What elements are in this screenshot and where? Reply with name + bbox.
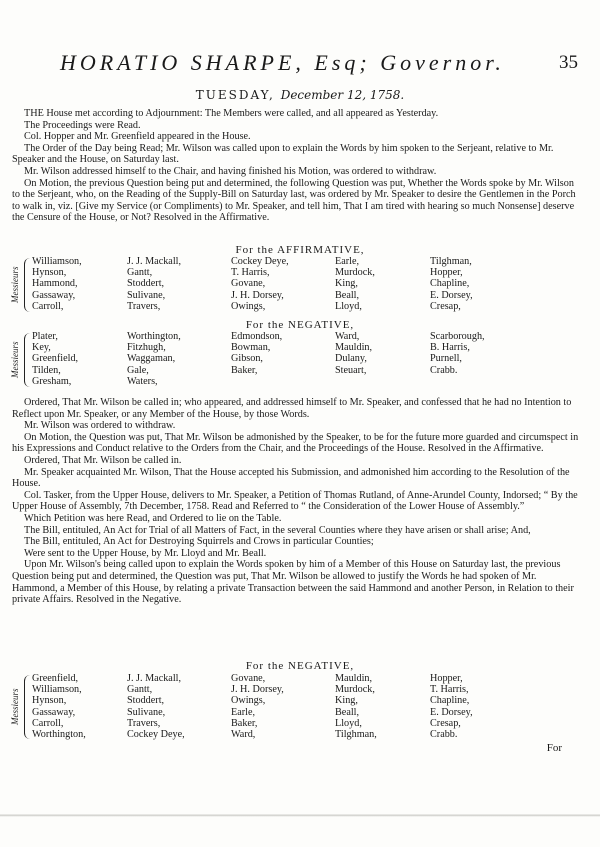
member-name: Steuart,: [335, 364, 367, 376]
date-line: [0, 88, 600, 102]
paragraph: Upon Mr. Wilson's being called upon to explain the Words spoken by him of a Member of this House on Saturday last, the previous Question being put and determined, the Question was put, That Mr. Wilson be allowed to justify the Words he had spoken of Mr. Hammond, a Member of this House, by relating a private Transaction between the said Hammond and another Person, in Relation to their private Affairs. Resolved in the Negative.: [12, 559, 574, 606]
member-name: Greenfield,: [32, 673, 79, 684]
member-name: Baker,: [231, 717, 258, 729]
member-name: Owings,: [231, 695, 266, 707]
brace: [24, 675, 31, 739]
member-name: Baker,: [231, 364, 258, 376]
member-name: J. H. Dorsey,: [231, 684, 284, 696]
member-name: Gale,: [127, 364, 149, 376]
member-name: Tilghman,: [335, 729, 377, 741]
member-name: Gibson,: [231, 353, 263, 365]
member-name: Beall,: [335, 289, 360, 301]
member-name: Waters,: [127, 375, 158, 387]
member-name: Crabb.: [430, 729, 458, 741]
member-name: Plater,: [32, 331, 58, 342]
member-name: J. J. Mackall,: [127, 256, 182, 267]
member-name: Tilden,: [32, 364, 61, 376]
member-name: Govane,: [231, 278, 266, 290]
member-name: Gassaway,: [32, 289, 76, 301]
member-name: Lloyd,: [335, 300, 362, 312]
paragraph: On Motion, the previous Question being put and determined, the following Question was put, Whether the Words spoke by Mr. Wilson to the Serjeant, who, on the Reading of the Supply-Bill on Saturday last, was ordered by Mr. Speaker to desire the Gentlemen in the Porch to walk in, viz. [Give my Service (or Compliments) to Mr. Speaker, and tell him, That I am tired with hearing so much Nonsense] deserve the Censure of the House, or Not? Resolved in the Affirmative.: [12, 177, 576, 224]
member-name: J. H. Dorsey,: [231, 289, 284, 301]
member-name: Sulivane,: [127, 706, 166, 718]
member-name: Hynson,: [32, 267, 67, 279]
paragraph: Ordered, That Mr. Wilson be called in; who appeared, and addressed himself to Mr. Speaker, and confessed that he had no Intention to Reflect upon Mr. Speaker, or any Member of the House, by those Words.: [12, 397, 572, 420]
negative-heading-2: For the NEGATIVE,: [245, 660, 355, 672]
paragraph: Were sent to the Upper House, by Mr. Lloyd and Mr. Beall.: [24, 547, 267, 559]
member-name: Williamson,: [32, 684, 82, 696]
member-name: Fitzhugh,: [127, 342, 166, 354]
member-name: Gantt,: [127, 267, 153, 279]
member-name: Carroll,: [32, 717, 64, 729]
member-name: Govane,: [231, 673, 266, 684]
member-name: Owings,: [231, 300, 266, 312]
member-name: Cockey Deye,: [127, 729, 185, 741]
member-name: Stoddert,: [127, 278, 165, 290]
brace: [24, 258, 31, 312]
proceedings-block-1: [12, 108, 582, 224]
brace: [24, 333, 31, 387]
member-name: Hynson,: [32, 695, 67, 707]
page-edge: [0, 800, 600, 847]
member-name: Scarborough,: [430, 331, 485, 342]
member-name: T. Harris,: [430, 684, 469, 696]
member-name: Gresham,: [32, 375, 72, 387]
member-name: T. Harris,: [231, 267, 270, 279]
member-name: Sulivane,: [127, 289, 166, 301]
member-name: Worthington,: [32, 729, 86, 741]
negative-heading-1: For the NEGATIVE,: [245, 319, 355, 331]
paragraph: The Proceedings were Read.: [24, 119, 141, 131]
paragraph: THE House met according to Adjournment: The Members were called, and all appeared as Yesterday.: [24, 108, 439, 119]
member-name: Cockey Deye,: [231, 256, 289, 267]
member-name: Ward,: [231, 729, 256, 741]
member-name: Tilghman,: [430, 256, 472, 267]
paragraph: Mr. Wilson addressed himself to the Chair, and having finished his Motion, was ordered to withdraw.: [24, 165, 437, 177]
member-name: Greenfield,: [32, 353, 79, 365]
member-name: King,: [335, 695, 358, 707]
member-name: Gassaway,: [32, 706, 76, 718]
member-name: Earle,: [231, 706, 256, 718]
proceedings-block-2: [12, 397, 582, 606]
page-number: 35: [559, 52, 578, 73]
member-name: Crabb.: [430, 364, 458, 376]
member-name: Hopper,: [430, 673, 463, 684]
member-name: Hopper,: [430, 267, 463, 279]
affirmative-heading: For the AFFIRMATIVE,: [235, 244, 365, 256]
catchword: For: [546, 742, 562, 754]
member-name: Ward,: [335, 331, 360, 342]
member-name: Gantt,: [127, 684, 153, 696]
member-name: Chapline,: [430, 695, 470, 707]
member-name: Beall,: [335, 706, 360, 718]
running-head: HORATIO SHARPE, Esq; Governor.: [60, 50, 505, 75]
paragraph: On Motion, the Question was put, That Mr. Wilson be admonished by the Speaker, to be for the future more guarded and circumspect in his Expressions and Conduct relative to the Orders from the Chair, and the Proceedings of the House. Resolved in the Affirmative.: [12, 431, 579, 455]
date-day: TUESDAY,: [195, 88, 275, 102]
paragraph: Mr. Speaker acquainted Mr. Wilson, That the House accepted his Submission, and admonished him according to the Resolution of the House.: [12, 466, 570, 490]
messieurs-label: Messieurs: [10, 341, 20, 379]
member-name: B. Harris,: [430, 342, 470, 354]
member-name: Purnell,: [430, 353, 462, 365]
paragraph: Col. Tasker, from the Upper House, delivers to Mr. Speaker, a Petition of Thomas Rutland, of Anne-Arundel County, Indorsed; “ By the Upper House of Assembly, 7th December, 1758. Read and Referred to “ the Consideration of the Lower House of Assembly.”: [12, 489, 578, 513]
member-name: Mauldin,: [335, 673, 373, 684]
name-grid: [32, 331, 540, 387]
member-name: Worthington,: [127, 331, 181, 342]
member-name: Dulany,: [335, 353, 367, 365]
member-name: Cresap,: [430, 300, 461, 312]
member-name: Williamson,: [32, 256, 82, 267]
name-grid: [32, 256, 540, 312]
negative-vote-list-2: [10, 673, 590, 743]
member-name: Key,: [32, 342, 51, 354]
member-name: Hammond,: [32, 278, 78, 290]
member-name: Carroll,: [32, 300, 64, 312]
messieurs-label: Messieurs: [10, 266, 20, 304]
member-name: Travers,: [127, 717, 161, 729]
paragraph: The Order of the Day being Read; Mr. Wilson was called upon to explain the Words by him spoken to the Serjeant, relative to Mr. Speaker and the House, on Saturday last.: [12, 142, 554, 166]
name-grid: [32, 673, 540, 740]
paragraph: Which Petition was here Read, and Ordered to lie on the Table.: [24, 512, 282, 524]
member-name: King,: [335, 278, 358, 290]
member-name: Lloyd,: [335, 717, 362, 729]
member-name: E. Dorsey,: [430, 289, 473, 301]
messieurs-label: Messieurs: [10, 688, 20, 726]
member-name: Cresap,: [430, 717, 461, 729]
member-name: Travers,: [127, 300, 161, 312]
member-name: Murdock,: [335, 267, 375, 279]
paragraph: The Bill, entituled, An Act for Trial of all Matters of Fact, in the several Counties where they have arisen or shall arise; And,: [24, 524, 531, 536]
date-date: December 12, 1758.: [280, 88, 405, 102]
member-name: Edmondson,: [231, 331, 283, 342]
paragraph: Ordered, That Mr. Wilson be called in.: [24, 454, 182, 466]
page-header: [60, 50, 578, 90]
negative-vote-list-1: [10, 331, 590, 391]
member-name: Bowman,: [231, 342, 271, 354]
paragraph: Col. Hopper and Mr. Greenfield appeared in the House.: [24, 131, 251, 143]
affirmative-vote-list: [10, 256, 590, 316]
member-name: Chapline,: [430, 278, 470, 290]
member-name: J. J. Mackall,: [127, 673, 182, 684]
member-name: Stoddert,: [127, 695, 165, 707]
paragraph: Mr. Wilson was ordered to withdraw.: [24, 420, 176, 432]
member-name: Earle,: [335, 256, 360, 267]
member-name: E. Dorsey,: [430, 706, 473, 718]
member-name: Mauldin,: [335, 342, 373, 354]
member-name: Murdock,: [335, 684, 375, 696]
paragraph: The Bill, entituled, An Act for Destroying Squirrels and Crows in particular Counties;: [24, 536, 374, 548]
member-name: Waggaman,: [127, 353, 176, 365]
